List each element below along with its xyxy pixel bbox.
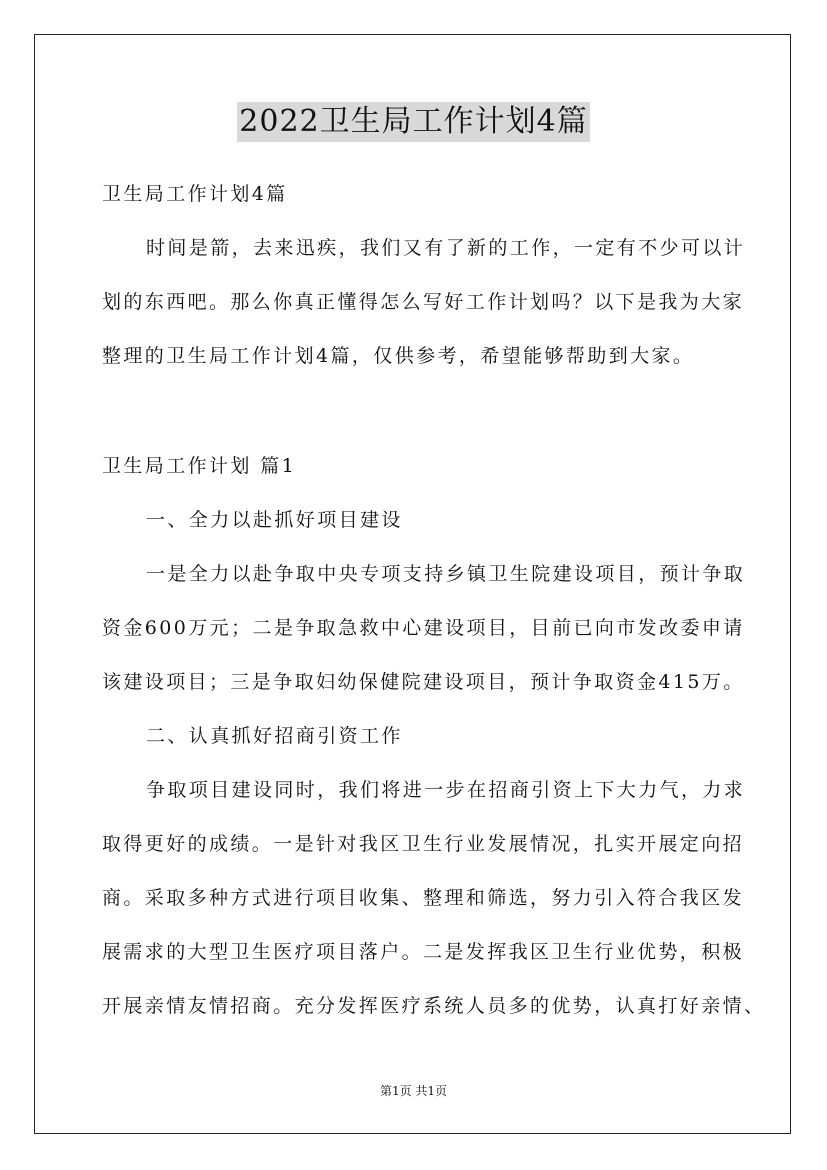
paragraph-2-line-5: 开展亲情友情招商。充分发挥医疗系统人员多的优势，认真打好亲情、	[102, 995, 766, 1017]
paragraph-1-line-3: 该建设项目；三是争取妇幼保健院建设项目，预计争取资金415万。	[102, 671, 745, 693]
page-footer: 第1页 共1页	[379, 1084, 448, 1098]
subtitle-line: 卫生局工作计划4篇	[102, 183, 288, 205]
section-heading: 卫生局工作计划 篇1	[102, 455, 297, 477]
paragraph-1-line-1: 一是全力以赴争取中央专项支持乡镇卫生院建设项目，预计争取	[146, 563, 746, 585]
document-title: 2022卫生局工作计划4篇	[237, 102, 589, 142]
subheading-2: 二、认真抓好招商引资工作	[146, 725, 403, 747]
paragraph-2-line-3: 商。采取多种方式进行项目收集、整理和筛选，努力引入符合我区发	[102, 887, 745, 909]
paragraph-2-line-4: 展需求的大型卫生医疗项目落户。二是发挥我区卫生行业优势，积极	[102, 941, 745, 963]
intro-line-3: 整理的卫生局工作计划4篇，仅供参考，希望能够帮助到大家。	[102, 345, 695, 367]
title-container	[0, 102, 827, 142]
paragraph-1-line-2: 资金600万元；二是争取急救中心建设项目，目前已向市发改委申请	[102, 617, 745, 639]
intro-line-1: 时间是箭，去来迅疾，我们又有了新的工作，一定有不少可以计	[146, 237, 746, 259]
intro-line-2: 划的东西吧。那么你真正懂得怎么写好工作计划吗？以下是我为大家	[102, 291, 745, 313]
paragraph-2-line-2: 取得更好的成绩。一是针对我区卫生行业发展情况，扎实开展定向招	[102, 833, 745, 855]
paragraph-2-line-1: 争取项目建设同时，我们将进一步在招商引资上下大力气，力求	[146, 779, 746, 801]
subheading-1: 一、全力以赴抓好项目建设	[146, 509, 403, 531]
